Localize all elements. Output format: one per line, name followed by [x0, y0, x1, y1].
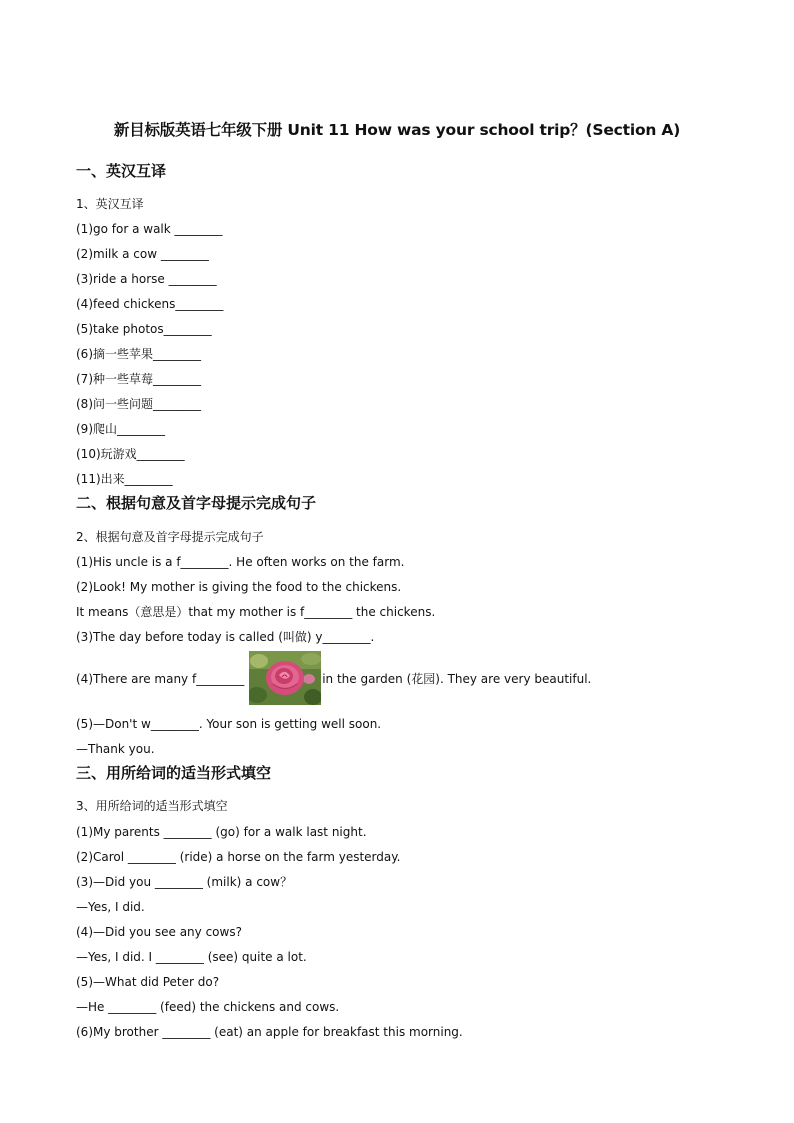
question-line-with-image	[76, 652, 591, 707]
question-line: (5)—Don't w________. Your son is getting well soon.	[76, 717, 382, 731]
page-title: 新目标版英语七年级下册 Unit 11 How was your school trip？(Section A)	[113, 121, 681, 139]
question-line: (10)玩游戏________	[76, 447, 185, 461]
question-line: (3)The day before today is called (叫做) y________.	[76, 630, 375, 644]
section-heading-3: 三、用所给词的适当形式填空	[76, 764, 272, 782]
question-line: (11)出来________	[76, 472, 173, 486]
question-line: (6)摘一些苹果________	[76, 347, 201, 361]
rose-flower-photo-icon	[249, 651, 321, 705]
question-line: (2)milk a cow ________	[76, 247, 209, 261]
question-line: (1)His uncle is a f________. He often works on the farm.	[76, 555, 405, 569]
question-line: (8)问一些问题________	[76, 397, 201, 411]
question-line: (7)种一些草莓________	[76, 372, 201, 386]
question-line: (2)Carol ________ (ride) a horse on the farm yesterday.	[76, 850, 401, 864]
question-line: (4)—Did you see any cows?	[76, 925, 242, 939]
question-line: —Yes, I did. I ________ (see) quite a lot.	[76, 950, 307, 964]
subheading-2: 2、根据句意及首字母提示完成句子	[76, 530, 264, 544]
question-text-after-image: in the garden (花园). They are very beautiful.	[322, 672, 592, 686]
question-line: (4)feed chickens________	[76, 297, 224, 311]
question-line: —Thank you.	[76, 742, 155, 756]
question-line: (1)My parents ________ (go) for a walk last night.	[76, 825, 367, 839]
question-line: It means（意思是）that my mother is f________ the chickens.	[76, 605, 436, 619]
subheading-1: 1、英汉互译	[76, 197, 144, 211]
subheading-3: 3、用所给词的适当形式填空	[76, 799, 228, 813]
section-heading-1: 一、英汉互译	[76, 162, 167, 180]
question-line: (5)take photos________	[76, 322, 212, 336]
question-line: (6)My brother ________ (eat) an apple for breakfast this morning.	[76, 1025, 463, 1039]
question-line: —He ________ (feed) the chickens and cows.	[76, 1000, 340, 1014]
question-line: (9)爬山________	[76, 422, 165, 436]
question-line: (1)go for a walk ________	[76, 222, 223, 236]
question-line: (3)—Did you ________ (milk) a cow？	[76, 875, 293, 889]
section-heading-2: 二、根据句意及首字母提示完成句子	[76, 494, 317, 512]
question-text-before-image: (4)There are many f________	[76, 672, 245, 686]
question-line: (3)ride a horse ________	[76, 272, 217, 286]
question-line: —Yes, I did.	[76, 900, 145, 914]
question-line: (2)Look! My mother is giving the food to the chickens.	[76, 580, 402, 594]
question-line: (5)—What did Peter do?	[76, 975, 220, 989]
